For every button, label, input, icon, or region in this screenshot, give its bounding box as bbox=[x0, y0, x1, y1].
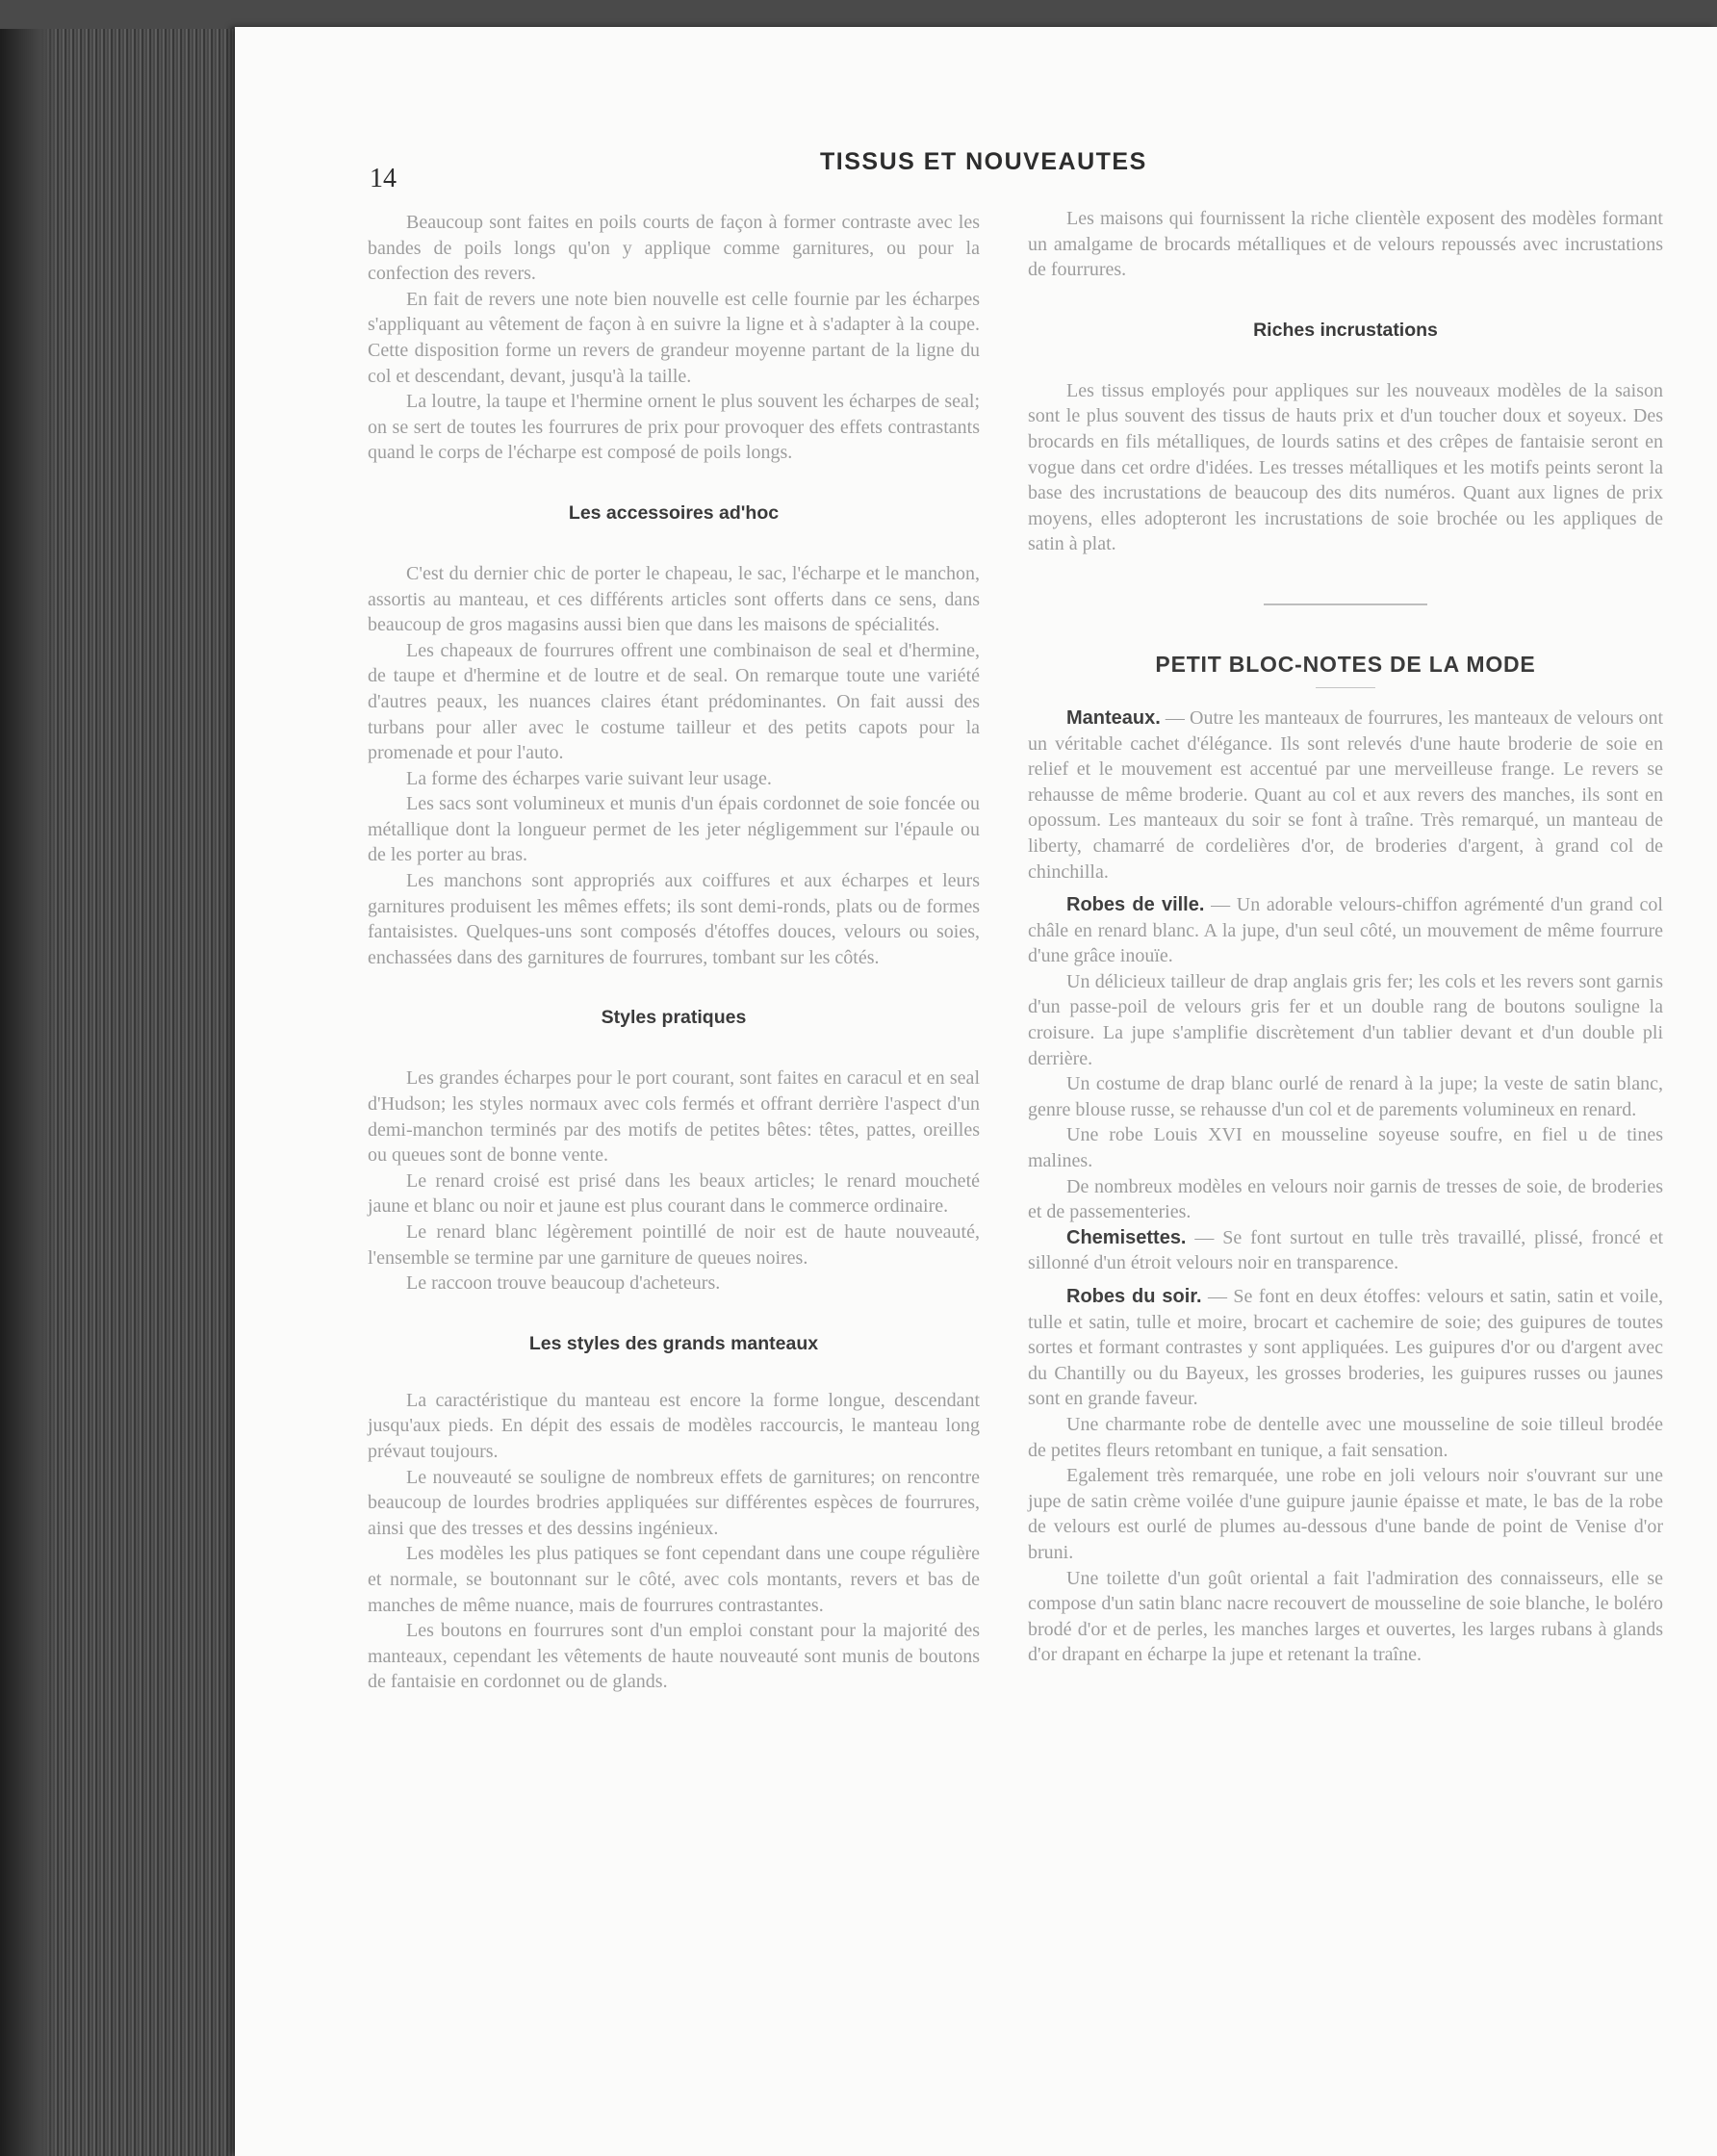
paragraph: La caractéristique du manteau est encore la forme longue, descendant jusqu'aux pieds. En dépit des essais de modèles raccourcis, le manteau long prévaut toujours. bbox=[368, 1389, 980, 1462]
paragraph bbox=[1028, 706, 1663, 885]
paragraph-text: — Outre les manteaux de fourrures, les manteaux de velours ont un véritable cachet d'élégance. Ils sont relevés d'une haute broderie de soie en relief et le mouvement est accentué par une merveilleuse frange. Le revers se rehausse de même broderie. Quant au col et aux revers des manches, ils sont en opossum. Les manteaux du soir se font à traîne. Très remarqué, un manteau de liberty, chamarré de cordelières d'or, de broderies d'argent, à grand col de chinchilla. bbox=[1028, 706, 1663, 883]
book-edge-shadow bbox=[0, 29, 58, 2156]
section-heading: Les accessoires ad'hoc bbox=[568, 501, 780, 524]
paragraph-text: — Se font en deux étoffes: velours et satin, satin et voile, tulle et satin, tulle et moire, brocart et cachemire de soie; des guipures de toutes sortes et formant contrastes y sont appliquées. Les guipures d'or ou d'argent avec du Chantilly ou du Bayeux, les grosses broderies, les guipures russes ou jaunes sont en grande faveur. bbox=[1028, 1286, 1663, 1410]
left-column bbox=[368, 210, 980, 1695]
section-heading: Riches incrustations bbox=[1253, 319, 1438, 341]
paragraph: Le renard blanc légèrement pointillé de noir est de haute nouveauté, l'ensemble se termine par une garniture de queues noires. bbox=[368, 1221, 980, 1269]
paragraph: De nombreux modèles en velours noir garnis de tresses de soie, de broderies et de passementeries. bbox=[1028, 1175, 1663, 1223]
paragraph: En fait de revers une note bien nouvelle est celle fournie par les écharpes s'appliquant au vêtement de façon à en suivre la ligne et à s'adapter à la coupe. Cette disposition forme un revers de grandeur moyenne partant de la ligne du col et descendant, devant, jusqu'à la taille. bbox=[368, 288, 980, 387]
paragraph: Un costume de drap blanc ourlé de renard à la jupe; la veste de satin blanc, genre blouse russe, se rehausse d'un col et de parements volumineux en renard. bbox=[1028, 1073, 1663, 1120]
paragraph: Les chapeaux de fourrures offrent une combinaison de seal et d'hermine, de taupe et d'hermine et de loutre et de seal. On remarque toute une variété d'autres peaux, les nuances claires étant prédominantes. On fait aussi des turbans pour aller avec le costume tailleur et des petits capots pour la promenade et pour l'auto. bbox=[368, 639, 980, 764]
section-heading: Les styles des grands manteaux bbox=[528, 1332, 819, 1354]
paragraph: Les modèles les plus patiques se font cependant dans une coupe régulière et normale, se boutonnant sur le côté, avec cols montants, revers et bas de manches de même nuance, mais de fourrures contrastantes. bbox=[368, 1543, 980, 1616]
paragraph: Les manchons sont appropriés aux coiffures et aux écharpes et leurs garnitures produisent les mêmes effets; ils sont demi-ronds, plats ou de formes fantaisistes. Quelques-uns sont composés d'étoffes douces, velours ou soies, enchassées dans des garnitures de fourrures, tombant sur les côtés. bbox=[368, 870, 980, 968]
scan-top-band bbox=[0, 0, 1717, 29]
paragraph: Le renard croisé est prisé dans les beaux articles; le renard moucheté jaune et blanc ou noir et jaune est plus courant dans le commerce ordinaire. bbox=[368, 1169, 980, 1218]
right-column bbox=[1028, 206, 1663, 1668]
paragraph: Egalement très remarquée, une robe en joli velours noir s'ouvrant sur une jupe de satin crème voilée d'une guipure jaunie épaisse et mate, le bas de la robe de velours est ourlé de plumes au-dessous d'une bande de point de Venise d'or bruni. bbox=[1028, 1465, 1663, 1563]
paragraph: Les sacs sont volumineux et munis d'un épais cordonnet de soie foncée ou métallique dont la longueur permet de les jeter négligemment sur l'épaule ou de les porter au bras. bbox=[368, 793, 980, 866]
paragraph: Le nouveauté se souligne de nombreux effets de garnitures; on rencontre beaucoup de lourdes brodries appliquées sur différentes espèces de fourrures, ainsi que des tresses et des dessins ingénieux. bbox=[368, 1466, 980, 1539]
paragraph bbox=[1028, 1284, 1663, 1412]
section-heading: Styles pratiques bbox=[601, 1007, 747, 1029]
paragraph-text: — Se font surtout en tulle très travaillé, plissé, froncé et sillonné d'un étroit velours noir en transparence. bbox=[1028, 1226, 1663, 1274]
paragraph: La forme des écharpes varie suivant leur usage. bbox=[406, 767, 772, 789]
paragraph: Un délicieux tailleur de drap anglais gris fer; les cols et les revers sont garnis d'un passe-poil de velours gris fer et un double rang de boutons souligne la croisure. La jupe s'amplifie discrètement d'un tablier devant et d'un double pli derrière. bbox=[1028, 970, 1663, 1069]
paragraph: Une charmante robe de dentelle avec une mousseline de soie tilleul brodée de petites fleurs retombant en tunique, a fait sensation. bbox=[1028, 1413, 1663, 1461]
paragraph: Beaucoup sont faites en poils courts de façon à former contraste avec les bandes de poils longs qu'on y applique comme garnitures, ou pour la confection des revers. bbox=[368, 212, 980, 285]
paragraph: Les grandes écharpes pour le port courant, sont faites en caracul et en seal d'Hudson; les styles normaux avec cols fermés et offrant derrière l'aspect d'un demi-manchon terminés par des motifs de petites bêtes: têtes, pattes, oreilles ou queues sont de bonne vente. bbox=[368, 1067, 980, 1167]
paragraph: Le raccoon trouve beaucoup d'acheteurs. bbox=[406, 1272, 721, 1295]
paragraph: Une toilette d'un goût oriental a fait l'admiration des connaisseurs, elle se compose d'un satin blanc nacre recouvert de mousseline de soie blanche, le boléro brodé d'or et de perles, les manches larges et ouvertes, les larges rubans à glands d'or drapant en écharpe la jupe et retenant la traîne. bbox=[1028, 1567, 1663, 1666]
paragraph bbox=[1028, 892, 1663, 969]
paragraph: Une robe Louis XVI en mousseline soyeuse soufre, en fiel u de tines malines. bbox=[1028, 1124, 1663, 1172]
section-title: PETIT BLOC-NOTES DE LA MODE bbox=[1155, 651, 1536, 677]
running-title: TISSUS ET NOUVEAUTES bbox=[820, 148, 1147, 175]
run-in-heading: Manteaux. bbox=[1066, 706, 1161, 729]
paragraph: La loutre, la taupe et l'hermine ornent le plus souvent les écharpes de seal; on se sert de toutes les fourrures de prix pour provoquer des effets contrastants quand le corps de l'écharpe est composé de poils longs. bbox=[368, 391, 980, 464]
paragraph: Les tissus employés pour appliques sur les nouveaux modèles de la saison sont le plus souvent des tissus de hauts prix et d'un toucher doux et soyeux. Des brocards en fils métalliques, de lourds satins et des crêpes de fantaisie seront en vogue dans cet ordre d'idées. Les tresses métalliques et les motifs peints seront la base des incrustations de beaucoup des dits numéros. Quant aux lignes de prix moyens, elles adopteront les incrustations de soie brochée ou les appliques de satin à plat. bbox=[1028, 379, 1663, 555]
paragraph: Les maisons qui fournissent la riche clientèle exposent des modèles formant un amalgame de brocards métalliques et de velours repoussés avec incrustations de fourrures. bbox=[1028, 208, 1663, 281]
paragraph bbox=[1028, 1225, 1663, 1276]
run-in-heading: Robes de ville. bbox=[1066, 894, 1205, 916]
paragraph-text: — Un adorable velours-chiffon agrémenté d'un grand col châle en renard blanc. A la jupe, d'un seul côté, un mouvement de même fourrure d'une grâce inouïe. bbox=[1028, 894, 1663, 967]
page-number: 14 bbox=[370, 164, 397, 193]
run-in-heading: Robes du soir. bbox=[1066, 1286, 1202, 1307]
run-in-heading: Chemisettes. bbox=[1066, 1226, 1187, 1248]
paragraph: Les boutons en fourrures sont d'un emploi constant pour la majorité des manteaux, cependant les vêtements de haute nouveauté sont munis de boutons de fantaisie en cordonnet ou de glands. bbox=[368, 1620, 980, 1693]
paragraph: C'est du dernier chic de porter le chapeau, le sac, l'écharpe et le manchon, assortis au manteau, et ces différents articles sont offerts dans ce sens, dans beaucoup de gros magasins aussi bien que dans les maisons de spécialités. bbox=[368, 562, 980, 636]
